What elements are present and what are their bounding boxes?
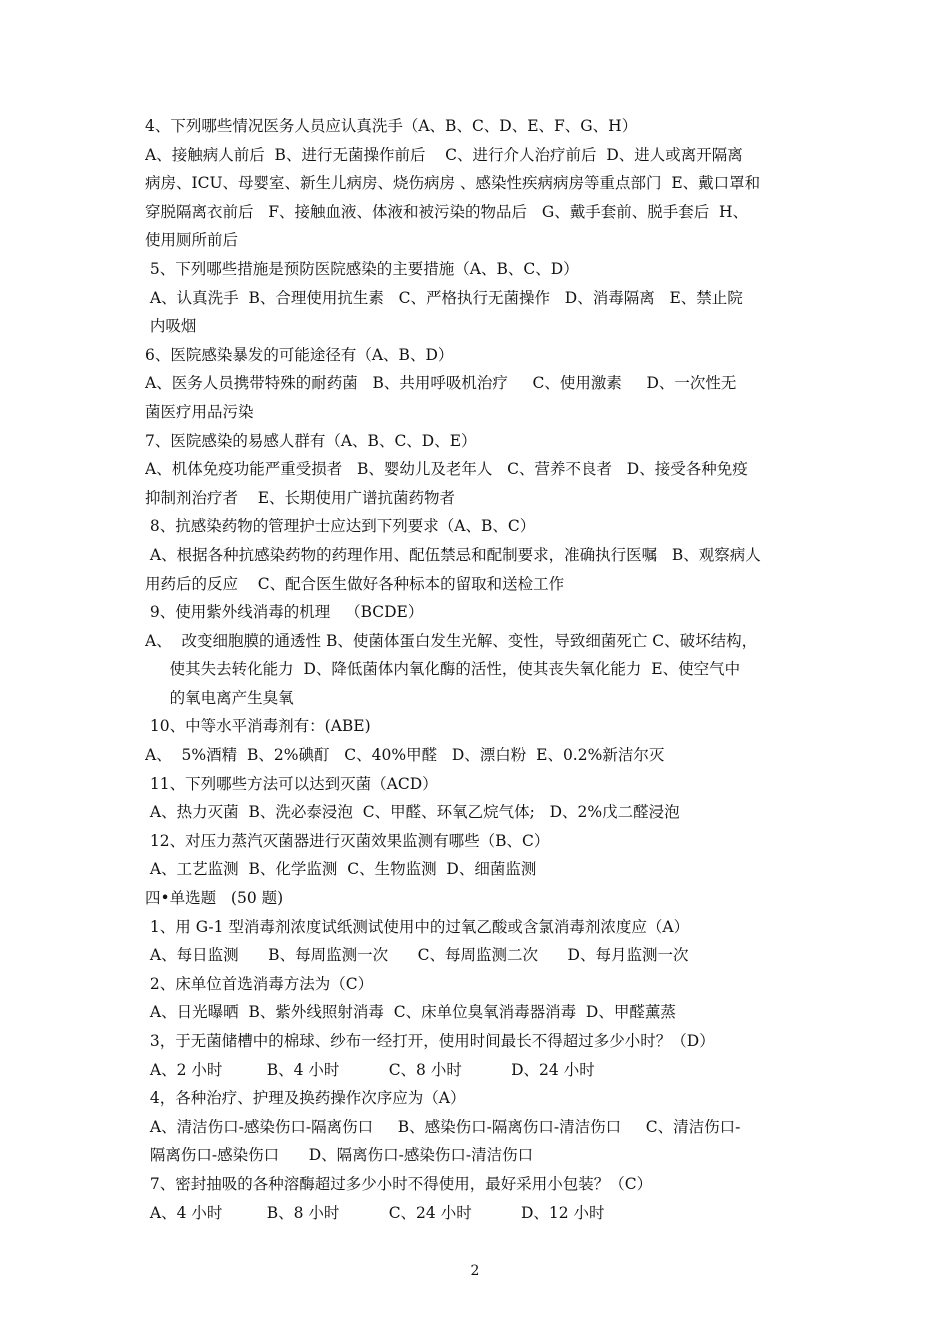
text-line: A、热力灭菌 B、洗必泰浸泡 C、甲醛、环氧乙烷气体; D、2%戊二醛浸泡 <box>145 803 680 822</box>
page-number: 2 <box>470 1263 480 1279</box>
text-line: 隔离伤口-感染伤口 D、隔离伤口-感染伤口-清洁伤口 <box>145 1146 534 1165</box>
text-line: A、根据各种抗感染药物的药理作用、配伍禁忌和配制要求，准确执行医嘱 B、观察病人 <box>145 545 761 564</box>
text-line: 6、医院感染暴发的可能途径有（A、B、D） <box>145 345 454 364</box>
text-line: 的氧电离产生臭氧 <box>145 688 294 707</box>
text-line: 四•单选题 (50 题) <box>145 889 284 908</box>
text-line: 4、下列哪些情况医务人员应认真洗手（A、B、C、D、E、F、G、H） <box>145 117 638 135</box>
text-line: 穿脱隔离衣前后 F、接触血液、体液和被污染的物品后 G、戴手套前、脱手套后 H、 <box>145 202 749 221</box>
text-line: 7、密封抽吸的各种溶酶超过多少小时不得使用，最好采用小包装？（C） <box>145 1174 653 1193</box>
text-line: A、认真洗手 B、合理使用抗生素 C、严格执行无菌操作 D、消毒隔离 E、禁止院 <box>145 288 743 307</box>
text-line: A、医务人员携带特殊的耐药菌 B、共用呼吸机治疗 C、使用激素 D、一次性无 <box>145 374 737 393</box>
text-line: 5、下列哪些措施是预防医院感染的主要措施（A、B、C、D） <box>145 259 579 278</box>
text-line: 使用厕所前后 <box>145 231 239 250</box>
text-line: 10、中等水平消毒剂有：(ABE) <box>145 717 371 736</box>
text-line: A、2 小时 B、4 小时 C、8 小时 D、24 小时 <box>145 1060 595 1079</box>
text-line: 2、床单位首选消毒方法为（C） <box>145 974 374 993</box>
text-line: 使其失去转化能力 D、降低菌体内氧化酶的活性，使其丧失氧化能力 E、使空气中 <box>145 660 741 679</box>
text-line: A、日光曝晒 B、紫外线照射消毒 C、床单位臭氧消毒器消毒 D、甲醛薰蒸 <box>145 1003 676 1022</box>
text-line: 菌医疗用品污染 <box>145 402 254 421</box>
text-line: 病房、ICU、母婴室、新生儿病房、烧伤病房 、感染性疾病病房等重点部门 E、戴口罩和 <box>145 174 761 193</box>
text-line: 12、对压力蒸汽灭菌器进行灭菌效果监测有哪些（B、C） <box>145 831 550 850</box>
text-line: A、4 小时 B、8 小时 C、24 小时 D、12 小时 <box>145 1203 605 1222</box>
document-body <box>145 112 840 1227</box>
text-line: A、接触病人前后 B、进行无菌操作前后 C、进行介人治疗前后 D、进人或离开隔离 <box>145 145 743 164</box>
text-line: A、清洁伤口-感染伤口-隔离伤口 B、感染伤口-隔离伤口-清洁伤口 C、清洁伤口- <box>145 1117 741 1136</box>
text-line: A、机体免疫功能严重受损者 B、婴幼儿及老年人 C、营养不良者 D、接受各种免疫 <box>145 460 748 479</box>
text-line: 用药后的反应 C、配合医生做好各种标本的留取和送检工作 <box>145 574 565 593</box>
text-line: 1、用 G-1 型消毒剂浓度试纸测试使用中的过氧乙酸或含氯消毒剂浓度应（A） <box>145 917 690 936</box>
text-line: 11、下列哪些方法可以达到灭菌（ACD） <box>145 774 438 793</box>
text-line: 7、医院感染的易感人群有（A、B、C、D、E） <box>145 431 477 450</box>
text-line: 内吸烟 <box>145 317 197 336</box>
text-line: 8、抗感染药物的管理护士应达到下列要求（A、B、C） <box>145 517 536 536</box>
text-line: 4，各种治疗、护理及换药操作次序应为（A） <box>145 1089 466 1108</box>
text-line: A、 改变细胞膜的通透性 B、使菌体蛋白发生光解、变性，导致细菌死亡 C、破坏结构， <box>145 631 758 650</box>
text-line: A、工艺监测 B、化学监测 C、生物监测 D、细菌监测 <box>145 860 537 879</box>
text-line: A、每日监测 B、每周监测一次 C、每周监测二次 D、每月监测一次 <box>145 946 689 965</box>
text-line: A、 5%酒精 B、2%碘酊 C、40%甲醛 D、漂白粉 E、0.2%新洁尔灭 <box>145 746 665 765</box>
text-line: 3，于无菌储槽中的棉球、纱布一经打开，使用时间最长不得超过多少小时？（D） <box>145 1032 715 1050</box>
text-line: 抑制剂治疗者 E、长期使用广谱抗菌药物者 <box>145 488 456 507</box>
text-line: 9、使用紫外线消毒的机理 （BCDE） <box>145 603 424 622</box>
